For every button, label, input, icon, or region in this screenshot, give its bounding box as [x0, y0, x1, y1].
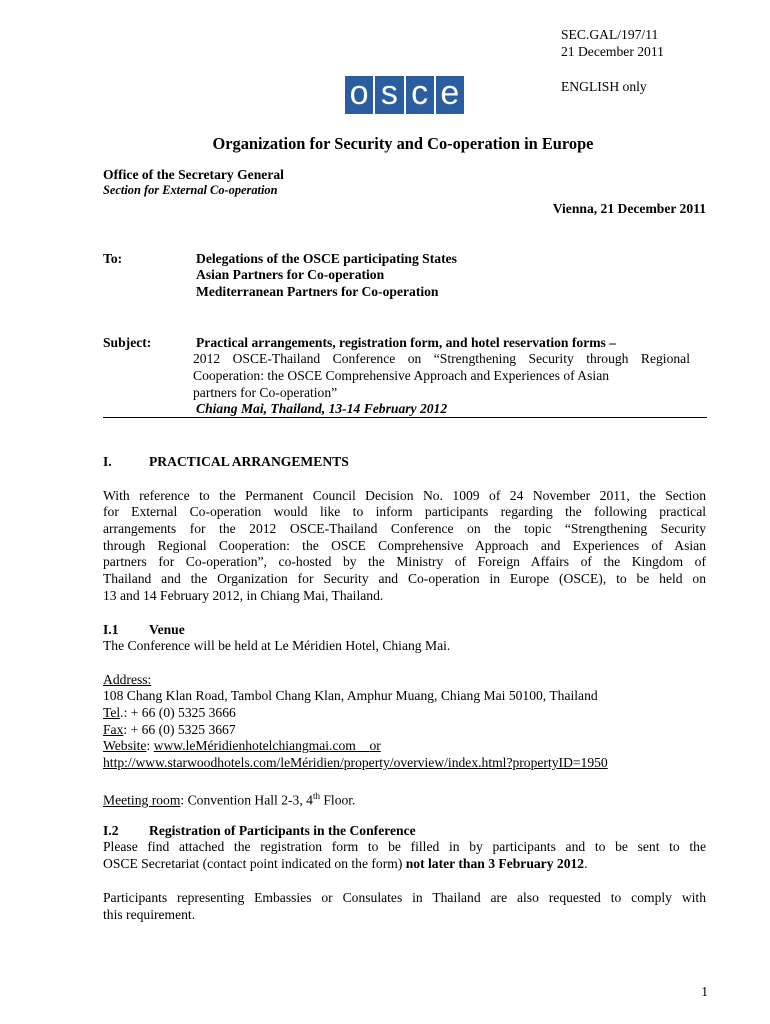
- logo-letter: c: [406, 76, 434, 114]
- organization-title: Organization for Security and Co-operation in Europe: [212, 134, 594, 153]
- subsection-number: I.2: [103, 823, 119, 838]
- paragraph-line: partners for Co-operation”, co-hosted by the Ministry of Foreign Affairs of the Kingdom of: [103, 554, 706, 569]
- registration-deadline-text: OSCE Secretariat (contact point indicated on the form): [103, 856, 406, 871]
- subject-location: Chiang Mai, Thailand, 13-14 February 2012: [196, 401, 448, 416]
- place-date: Vienna, 21 December 2011: [552, 201, 706, 216]
- note-line: Participants representing Embassies or Consulates in Thailand are also requested to comply with: [103, 890, 706, 905]
- document-reference: SEC.GAL/197/11: [561, 27, 659, 42]
- subsection-number: I.1: [103, 622, 119, 637]
- fax-number: : + 66 (0) 5325 3667: [123, 722, 236, 737]
- logo-letter: s: [375, 76, 403, 114]
- office-name: Office of the Secretary General: [103, 167, 284, 182]
- logo-letter: e: [436, 76, 464, 114]
- recipient-line: Delegations of the OSCE participating States: [196, 251, 457, 266]
- website-line: [103, 737, 381, 754]
- subject-heading: Practical arrangements, registration form, and hotel reservation forms –: [196, 335, 617, 350]
- subject-divider: [103, 417, 707, 418]
- registration-deadline-end: .: [584, 856, 588, 871]
- website-separator: :: [146, 738, 154, 753]
- paragraph-line: With reference to the Permanent Council Decision No. 1009 of 24 November 2011, the Section: [103, 488, 706, 503]
- fax-label: Fax: [103, 722, 124, 737]
- website-link-gap: [356, 738, 370, 753]
- subject-line: Cooperation: the OSCE Comprehensive Approach and Experiences of Asian: [193, 368, 610, 383]
- paragraph-line: arrangements for the 2012 OSCE-Thailand Conference on the topic “Strengthening Security: [103, 521, 706, 536]
- page-number: 1: [701, 984, 708, 999]
- website-or: or: [369, 738, 381, 753]
- meeting-room-end: Floor.: [319, 792, 356, 808]
- office-section: Section for External Co-operation: [103, 183, 278, 197]
- subject-line: partners for Co-operation”: [193, 385, 338, 400]
- paragraph-line: through Regional Cooperation: the OSCE Comprehensive Approach and Experiences of Asian: [103, 538, 706, 553]
- registration-deadline: not later than 3 February 2012: [405, 856, 585, 871]
- recipient-line: Mediterranean Partners for Co-operation: [196, 284, 439, 299]
- osce-logo: [345, 73, 464, 114]
- telephone-line: [103, 704, 236, 721]
- address-label: Address:: [103, 672, 152, 687]
- subsection-heading: Registration of Participants in the Conference: [149, 823, 416, 838]
- meeting-room-label: Meeting room: [103, 792, 181, 808]
- paragraph-line: Thailand and the Organization for Security and Co-operation in Europe (OSCE), to be held on: [103, 571, 706, 586]
- fax-line: [103, 721, 236, 738]
- tel-number: .: + 66 (0) 5325 3666: [120, 705, 236, 720]
- meeting-room-line: [103, 788, 355, 809]
- note-line: this requirement.: [103, 907, 196, 922]
- meeting-room-text: : Convention Hall 2-3, 4: [180, 792, 313, 808]
- language-note: ENGLISH only: [561, 79, 647, 94]
- registration-deadline-line: [103, 855, 588, 872]
- meeting-room-sup: th: [312, 791, 320, 801]
- subsection-heading: Venue: [149, 622, 185, 637]
- section-heading: PRACTICAL ARRANGEMENTS: [149, 454, 349, 469]
- address-line: 108 Chang Klan Road, Tambol Chang Klan, Amphur Muang, Chiang Mai 50100, Thailand: [103, 688, 598, 703]
- website-link[interactable]: www.leMéridienhotelchiangmai.com: [153, 738, 356, 753]
- document-date: 21 December 2011: [561, 44, 664, 59]
- tel-label: Tel: [103, 705, 121, 720]
- paragraph-line: for External Co-operation would like to inform participants regarding the following practical: [103, 504, 706, 519]
- subject-line: 2012 OSCE-Thailand Conference on “Strengthening Security through Regional: [193, 351, 690, 366]
- venue-text: The Conference will be held at Le Méridien Hotel, Chiang Mai.: [103, 638, 451, 653]
- paragraph-line: 13 and 14 February 2012, in Chiang Mai, Thailand.: [103, 588, 384, 603]
- registration-line: Please find attached the registration form to be filled in by participants and to be sent to the: [103, 839, 706, 854]
- recipient-line: Asian Partners for Co-operation: [196, 267, 385, 282]
- logo-letter: o: [345, 76, 373, 114]
- to-label: To:: [103, 251, 123, 266]
- website-label: Website: [103, 738, 147, 753]
- section-number: I.: [103, 454, 112, 469]
- subject-label: Subject:: [103, 335, 152, 350]
- website-link-2[interactable]: http://www.starwoodhotels.com/leMéridien/property/overview/index.html?propertyID=1950: [103, 755, 608, 770]
